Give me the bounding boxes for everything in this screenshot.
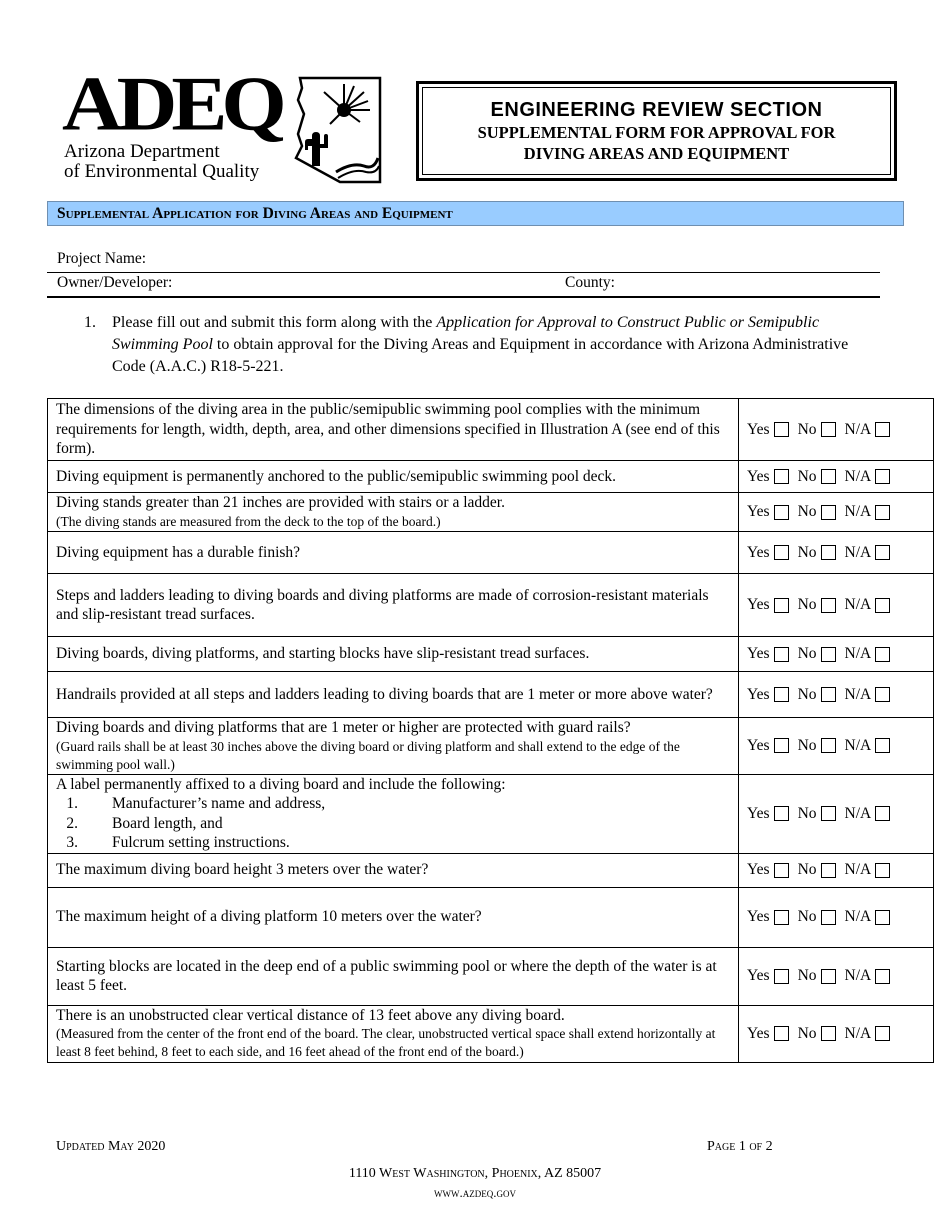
no-checkbox[interactable] <box>821 1026 836 1041</box>
no-option[interactable] <box>798 644 836 664</box>
na-checkbox[interactable] <box>875 863 890 878</box>
na-checkbox[interactable] <box>875 1026 890 1041</box>
no-label: No <box>797 1024 817 1042</box>
question-cell <box>48 947 739 1005</box>
no-label: No <box>797 908 817 926</box>
form-title-box <box>416 81 897 181</box>
yes-option[interactable] <box>747 804 789 824</box>
requirement-number: 3. <box>66 834 78 851</box>
question-row <box>48 532 934 574</box>
na-checkbox[interactable] <box>875 687 890 702</box>
no-checkbox[interactable] <box>821 910 836 925</box>
no-checkbox[interactable] <box>821 738 836 753</box>
no-option[interactable] <box>798 543 836 563</box>
na-label: N/A <box>844 503 872 521</box>
question-note: (Measured from the center of the front end of the board. The clear, unobstructed vertical space shall extend horizontally at least 8 feet behind, 8 feet to each side, and 16 feet ahead of the front end of the board.) <box>56 1026 716 1060</box>
na-label: N/A <box>844 861 872 879</box>
no-label: No <box>797 804 817 822</box>
question-text: Diving equipment has a durable finish? <box>56 543 301 561</box>
na-option[interactable] <box>845 966 891 986</box>
no-label: No <box>797 543 817 561</box>
instruction-number: 1. <box>84 314 96 331</box>
no-checkbox[interactable] <box>821 863 836 878</box>
na-label: N/A <box>844 908 872 926</box>
answer-cell <box>739 574 934 637</box>
no-label: No <box>797 420 817 438</box>
question-cell <box>48 532 739 574</box>
answer-options <box>747 467 933 487</box>
yes-label: Yes <box>747 804 770 822</box>
question-row <box>48 947 934 1005</box>
question-note: (Guard rails shall be at least 30 inches above the diving board or diving platform and shall extend to the edge of the swimming pool wall.) <box>56 738 680 772</box>
na-label: N/A <box>844 645 872 663</box>
no-label: No <box>797 685 817 703</box>
question-cell <box>48 853 739 887</box>
no-label: No <box>797 503 817 521</box>
question-cell <box>48 461 739 493</box>
yes-checkbox[interactable] <box>774 863 789 878</box>
na-option[interactable] <box>845 502 891 522</box>
na-checkbox[interactable] <box>875 422 890 437</box>
question-row <box>48 672 934 718</box>
answer-cell <box>739 718 934 775</box>
no-label: No <box>797 467 817 485</box>
section-title-bar: Supplemental Application for Diving Areas and Equipment <box>47 201 904 226</box>
arizona-map-icon <box>292 74 387 184</box>
question-row <box>48 853 934 887</box>
no-label: No <box>797 967 817 985</box>
yes-label: Yes <box>747 503 770 521</box>
yes-label: Yes <box>747 1024 770 1042</box>
logo-acronym: ADEQ <box>62 61 281 147</box>
answer-cell <box>739 399 934 461</box>
no-option[interactable] <box>798 966 836 986</box>
project-name-row <box>47 248 880 273</box>
application-title: Application for Approval to Construct Public or Semipublic Swimming Pool <box>112 314 820 353</box>
answer-cell <box>739 887 934 947</box>
yes-label: Yes <box>747 967 770 985</box>
na-option[interactable] <box>845 595 891 615</box>
yes-checkbox[interactable] <box>774 969 789 984</box>
na-label: N/A <box>844 737 872 754</box>
question-row <box>48 574 934 637</box>
no-checkbox[interactable] <box>821 469 836 484</box>
no-option[interactable] <box>798 502 836 522</box>
question-text: Diving boards and diving platforms that are 1 meter or higher are protected with guard rails? <box>56 719 631 736</box>
answer-options <box>747 907 933 927</box>
question-text: Steps and ladders leading to diving boards and diving platforms are made of corrosion-resistant materials and slip-resistant tread surfaces. <box>56 586 709 623</box>
answer-cell <box>739 853 934 887</box>
yes-label: Yes <box>747 596 770 614</box>
no-checkbox[interactable] <box>821 969 836 984</box>
question-cell <box>48 887 739 947</box>
question-cell <box>48 399 739 461</box>
question-row <box>48 399 934 461</box>
yes-checkbox[interactable] <box>774 806 789 821</box>
na-checkbox[interactable] <box>875 545 890 560</box>
no-checkbox[interactable] <box>821 505 836 520</box>
yes-label: Yes <box>747 467 770 485</box>
answer-cell <box>739 1005 934 1062</box>
yes-option[interactable] <box>747 736 789 756</box>
yes-label: Yes <box>747 420 770 438</box>
answer-cell <box>739 461 934 493</box>
yes-label: Yes <box>747 645 770 663</box>
no-option[interactable] <box>798 804 836 824</box>
question-row <box>48 461 934 493</box>
label-requirement-item <box>56 814 730 834</box>
yes-checkbox[interactable] <box>774 687 789 702</box>
office-address: 1110 West Washington, Phoenix, AZ 85007 <box>348 1166 602 1181</box>
yes-option[interactable] <box>747 543 789 563</box>
instruction-text: Please fill out and submit this form along with the Application for Approval to Construct Public or Semipublic Swimming Pool to obtain approval for the Diving Areas and Equipment in accordance with Arizona Administrative Code (A.A.C.) R18-5-221. <box>112 314 849 375</box>
yes-checkbox[interactable] <box>774 469 789 484</box>
na-checkbox[interactable] <box>875 505 890 520</box>
answer-cell <box>739 774 934 853</box>
no-checkbox[interactable] <box>821 647 836 662</box>
requirement-number: 2. <box>66 814 78 832</box>
question-cell <box>48 637 739 672</box>
yes-label: Yes <box>747 861 770 879</box>
question-text: Diving equipment is permanently anchored to the public/semipublic swimming pool deck. <box>56 467 617 485</box>
form-subtitle-line-2: DIVING AREAS AND EQUIPMENT <box>523 144 790 163</box>
answer-options <box>747 502 933 522</box>
yes-checkbox[interactable] <box>774 422 789 437</box>
no-checkbox[interactable] <box>821 422 836 437</box>
na-option[interactable] <box>845 467 891 487</box>
adeq-logo <box>60 61 390 186</box>
answer-options <box>747 543 933 563</box>
na-checkbox[interactable] <box>875 806 890 821</box>
na-option[interactable] <box>845 644 891 664</box>
question-cell <box>48 574 739 637</box>
yes-label: Yes <box>747 543 770 561</box>
question-cell <box>48 493 739 532</box>
answer-options <box>747 1024 933 1044</box>
question-cell <box>48 718 739 775</box>
question-row <box>48 718 934 775</box>
yes-option[interactable] <box>747 467 789 487</box>
requirement-number: 1. <box>66 795 78 812</box>
no-option[interactable] <box>798 1024 836 1044</box>
question-text: The maximum height of a diving platform 10 meters over the water? <box>56 908 482 926</box>
county-label: County: <box>565 274 615 291</box>
no-option[interactable] <box>798 685 836 705</box>
yes-option[interactable] <box>747 502 789 522</box>
owner-developer-label: Owner/Developer: <box>57 274 173 291</box>
project-name-label: Project Name: <box>57 250 147 267</box>
question-text: Starting blocks are located in the deep end of a public swimming pool or where the depth of the water is at least 5 feet. <box>56 957 717 994</box>
answer-options <box>747 685 933 705</box>
question-text: The dimensions of the diving area in the public/semipublic swimming pool complies with the minimum requirements for length, width, depth, area, and other dimensions specified in Illustration A (see end of this form). <box>56 401 720 458</box>
yes-option[interactable] <box>747 595 789 615</box>
question-text: Diving stands greater than 21 inches are provided with stairs or a ladder. <box>56 494 505 512</box>
label-requirement-item <box>56 833 730 853</box>
page-number: Page 1 of 2 <box>707 1139 773 1154</box>
yes-checkbox[interactable] <box>774 910 789 925</box>
no-checkbox[interactable] <box>821 598 836 613</box>
question-cell <box>48 672 739 718</box>
answer-options <box>747 595 933 615</box>
na-option[interactable] <box>845 1024 891 1044</box>
no-checkbox[interactable] <box>821 806 836 821</box>
na-option[interactable] <box>845 907 891 927</box>
question-row <box>48 493 934 532</box>
na-option[interactable] <box>845 685 891 705</box>
yes-option[interactable] <box>747 644 789 664</box>
section-heading: ENGINEERING REVIEW SECTION <box>490 99 823 121</box>
answer-cell <box>739 672 934 718</box>
na-option[interactable] <box>845 736 891 756</box>
answer-options <box>747 860 933 880</box>
na-checkbox[interactable] <box>875 469 890 484</box>
no-option[interactable] <box>798 595 836 615</box>
question-cell <box>48 774 739 853</box>
question-cell <box>48 1005 739 1062</box>
na-label: N/A <box>844 420 872 438</box>
yes-checkbox[interactable] <box>774 647 789 662</box>
yes-checkbox[interactable] <box>774 545 789 560</box>
na-option[interactable] <box>845 420 891 440</box>
na-checkbox[interactable] <box>875 910 890 925</box>
yes-checkbox[interactable] <box>774 738 789 753</box>
question-text: Diving boards, diving platforms, and starting blocks have slip-resistant tread surfaces. <box>56 645 590 663</box>
na-checkbox[interactable] <box>875 598 890 613</box>
no-label: No <box>797 596 817 614</box>
answer-cell <box>739 637 934 672</box>
yes-label: Yes <box>747 908 770 926</box>
question-row <box>48 887 934 947</box>
yes-checkbox[interactable] <box>774 1026 789 1041</box>
no-option[interactable] <box>798 860 836 880</box>
na-label: N/A <box>844 804 872 822</box>
na-option[interactable] <box>845 543 891 563</box>
questions-table <box>47 398 934 1063</box>
na-label: N/A <box>844 543 872 561</box>
no-checkbox[interactable] <box>821 687 836 702</box>
na-label: N/A <box>844 596 872 614</box>
answer-cell <box>739 493 934 532</box>
no-option[interactable] <box>798 420 836 440</box>
yes-option[interactable] <box>747 685 789 705</box>
question-text: A label permanently affixed to a diving board and include the following: <box>56 775 506 793</box>
answer-options <box>747 804 933 824</box>
no-option[interactable] <box>798 736 836 756</box>
na-label: N/A <box>844 1024 872 1042</box>
question-row <box>48 637 934 672</box>
website-address: www.azdeq.gov <box>434 1185 516 1200</box>
yes-option[interactable] <box>747 420 789 440</box>
question-row <box>48 774 934 853</box>
requirement-text: Fulcrum setting instructions. <box>112 834 290 851</box>
no-checkbox[interactable] <box>821 545 836 560</box>
logo-line-2: of Environmental Quality <box>64 161 260 182</box>
yes-option[interactable] <box>747 860 789 880</box>
yes-option[interactable] <box>747 966 789 986</box>
na-option[interactable] <box>845 860 891 880</box>
na-checkbox[interactable] <box>875 647 890 662</box>
no-label: No <box>797 645 817 663</box>
question-row <box>48 1005 934 1062</box>
no-label: No <box>797 861 817 879</box>
answer-options <box>747 644 933 664</box>
answer-cell <box>739 532 934 574</box>
requirement-text: Board length, and <box>112 814 223 832</box>
answer-options <box>747 420 933 440</box>
yes-label: Yes <box>747 685 770 703</box>
na-label: N/A <box>844 467 872 485</box>
yes-checkbox[interactable] <box>774 505 789 520</box>
question-text: The maximum diving board height 3 meters over the water? <box>56 861 429 879</box>
yes-checkbox[interactable] <box>774 598 789 613</box>
question-text: There is an unobstructed clear vertical distance of 13 feet above any diving board. <box>56 1006 565 1024</box>
requirement-text: Manufacturer’s name and address, <box>112 795 326 812</box>
na-label: N/A <box>844 967 872 985</box>
form-subtitle-line-1: SUPPLEMENTAL FORM FOR APPROVAL FOR <box>477 123 836 142</box>
owner-county-row <box>47 273 880 298</box>
yes-option[interactable] <box>747 907 789 927</box>
question-text: Handrails provided at all steps and ladders leading to diving boards that are 1 meter or more above water? <box>56 685 713 703</box>
na-option[interactable] <box>845 804 891 824</box>
no-label: No <box>797 737 817 754</box>
answer-cell <box>739 947 934 1005</box>
updated-date: Updated May 2020 <box>56 1139 166 1154</box>
na-label: N/A <box>844 685 872 703</box>
yes-option[interactable] <box>747 1024 789 1044</box>
label-requirement-item <box>56 794 730 814</box>
answer-options <box>747 966 933 986</box>
yes-label: Yes <box>747 737 770 754</box>
no-option[interactable] <box>798 907 836 927</box>
na-checkbox[interactable] <box>875 738 890 753</box>
question-note: (The diving stands are measured from the deck to the top of the board.) <box>56 513 441 529</box>
instruction-item <box>84 312 884 378</box>
no-option[interactable] <box>798 467 836 487</box>
logo-line-1: Arizona Department <box>64 141 220 162</box>
answer-options <box>747 736 933 756</box>
na-checkbox[interactable] <box>875 969 890 984</box>
